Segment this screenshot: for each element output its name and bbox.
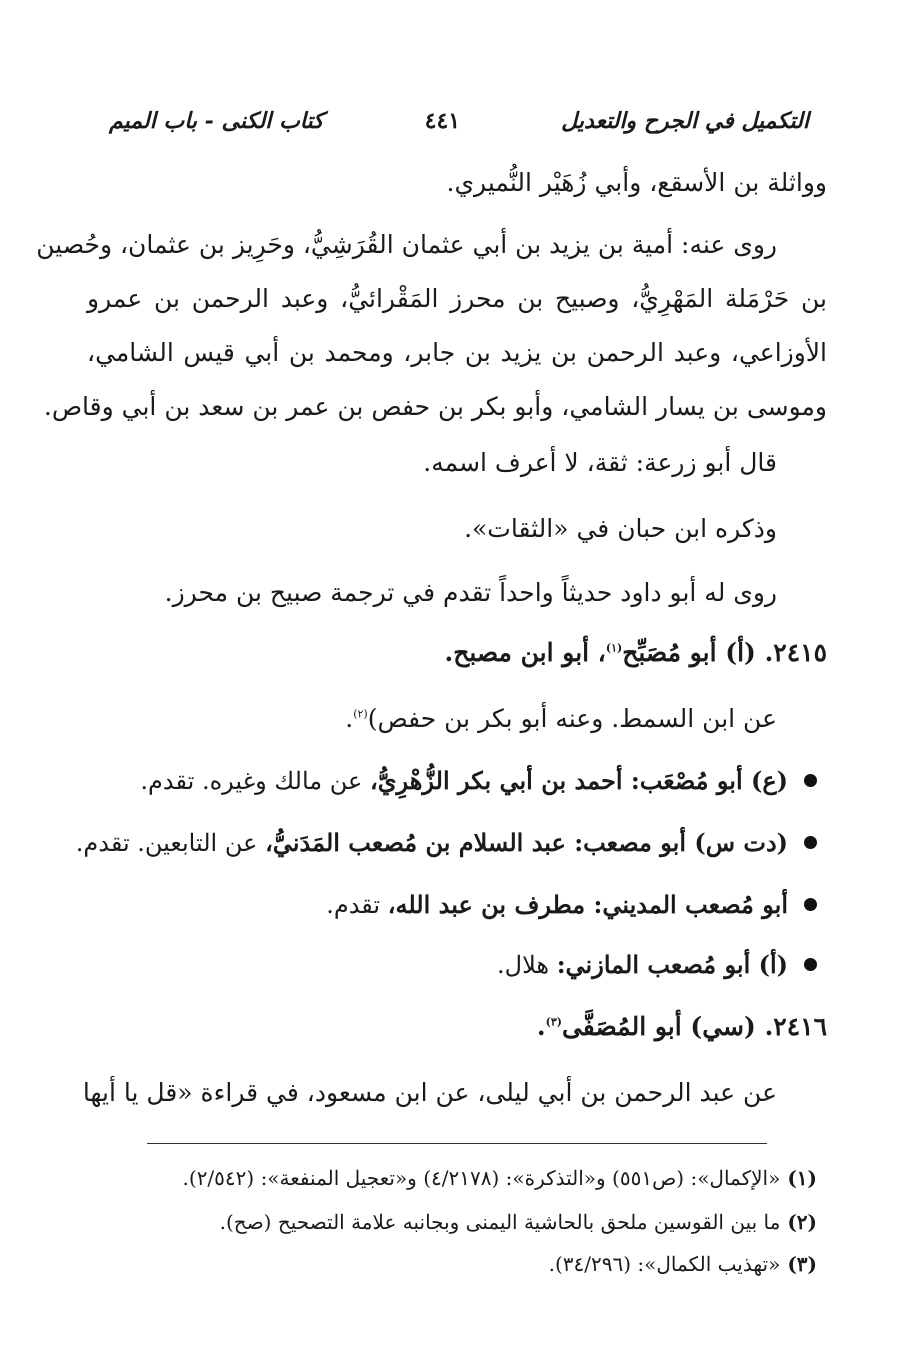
running-header <box>109 108 809 134</box>
footnote-ref: (٢) <box>353 707 368 721</box>
footnote-number: (٢) <box>787 1210 817 1234</box>
footnote-ref: (٣) <box>545 1015 562 1029</box>
footnote <box>549 1252 817 1276</box>
footnote-text: «الإكمال»: (ص٥٥١) و«التذكرة»: (٤/٢١٧٨) و«تعجيل المنفعة»: (٢/٥٤٢). <box>182 1166 781 1190</box>
bullet-item <box>76 828 817 857</box>
footnote-divider <box>147 1143 767 1144</box>
bullet-text: عن مالك وغيره. تقدم. <box>140 767 370 795</box>
entry-2415-body <box>87 704 777 734</box>
bullet-icon <box>804 836 817 849</box>
text-line: بن حَرْمَلة المَهْرِيُّ، وصبيح بن محرز المَقْرائيُّ، وعبد الرحمن بن عمرو <box>87 284 827 313</box>
bullet-item <box>497 950 817 979</box>
entry-number: ٢٤١٦. <box>764 1012 827 1041</box>
footnote <box>220 1210 817 1234</box>
footnote <box>183 1166 817 1190</box>
text-line: روى عنه: أمية بن يزيد بن أبي عثمان القُرَشِيُّ، وحَرِيز بن عثمان، وحُصين <box>36 230 777 259</box>
footnote-ref: (١) <box>605 641 623 655</box>
footnote-number: (٣) <box>787 1252 817 1276</box>
footnote-number: (١) <box>787 1166 817 1190</box>
body-text: عن ابن السمط. وعنه أبو بكر بن حفص) <box>367 704 777 733</box>
entry-2416-heading <box>537 1012 827 1041</box>
entry-code: (سي) <box>690 1012 756 1041</box>
footnote-text: ما بين القوسين ملحق بالحاشية اليمنى وبجانبه علامة التصحيح (صح). <box>219 1210 781 1234</box>
text-line: الأوزاعي، وعبد الرحمن بن يزيد بن جابر، ومحمد بن أبي قيس الشامي، <box>87 338 827 367</box>
bullet-item <box>326 890 817 919</box>
text-line: وموسى بن يسار الشامي، وأبو بكر بن حفص بن عمر بن سعد بن أبي وقاص. <box>43 392 827 421</box>
entry-name: أبو المُصَفَّى <box>561 1012 682 1041</box>
bullet-icon <box>804 898 817 911</box>
page-number: ٤٤١ <box>424 108 461 134</box>
text-line: وذكره ابن حبان في «الثقات». <box>464 514 777 543</box>
entry-end: . <box>536 1012 546 1041</box>
footnote-text: «تهذيب الكمال»: (٣٤/٢٩٦). <box>548 1252 781 1276</box>
body-end: . <box>345 704 354 733</box>
text-line: روى له أبو داود حديثاً واحداً تقدم في ترجمة صبيح بن محرز. <box>164 578 777 607</box>
bullet-item <box>140 766 817 795</box>
text-line: عن عبد الرحمن بن أبي ليلى، عن ابن مسعود، في قراءة «قل يا أيها <box>82 1078 777 1107</box>
text-line: قال أبو زرعة: ثقة، لا أعرف اسمه. <box>423 448 777 477</box>
bullet-bold: (دت س) أبو مصعب: عبد السلام بن مُصعب المَدَنيُّ، <box>265 828 788 857</box>
bullet-bold: (ع) أبو مُصْعَب: أحمد بن أبي بكر الزُّهْرِيُّ، <box>369 766 788 795</box>
entry-rest: ، أبو ابن مصبح. <box>444 638 606 667</box>
bullet-text: عن التابعين. تقدم. <box>75 829 266 857</box>
bullet-icon <box>804 958 817 971</box>
entry-2415-heading <box>444 638 827 667</box>
entry-name: أبو مُصَبِّح <box>622 638 717 667</box>
bullet-bold: (أ) أبو مُصعب المازني: <box>556 950 788 979</box>
entry-code: (أ) <box>725 638 756 667</box>
bullet-bold: أبو مُصعب المديني: مطرف بن عبد الله، <box>387 890 788 919</box>
bullet-text: تقدم. <box>326 891 388 919</box>
book-title: التكميل في الجرح والتعديل <box>561 108 809 134</box>
section-title: كتاب الكنى - باب الميم <box>109 108 324 134</box>
bullet-icon <box>804 774 817 787</box>
entry-number: ٢٤١٥. <box>764 638 827 667</box>
bullet-text: هلال. <box>497 951 557 979</box>
text-line: وواثلة بن الأسقع، وأبي زُهَيْر النُّميري. <box>446 168 827 197</box>
